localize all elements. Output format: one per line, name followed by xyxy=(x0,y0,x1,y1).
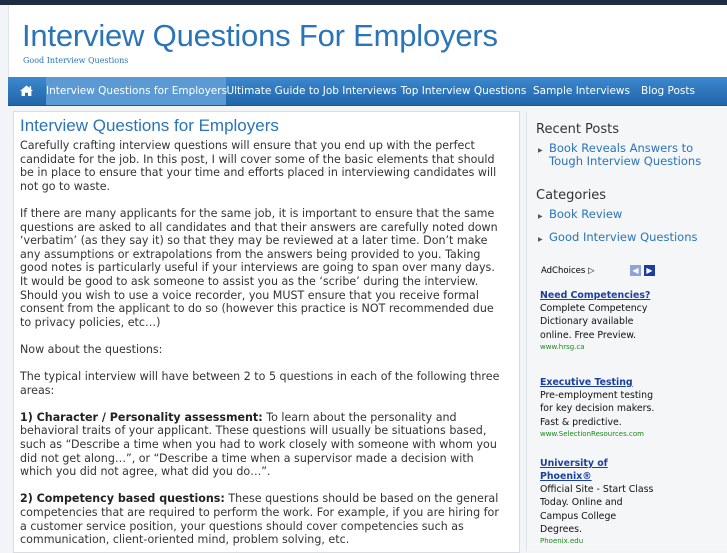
section-text: To learn about the personality and behavioral traits of your applicant. These questions will usually be situations based, such as “Describe a time when you had to work closely with someone with whom you did not get along…”, or “Describe a time when a supervisor made a decision with which you did not agree, what did you do…”. xyxy=(20,410,497,479)
category-link-good-interview-questions[interactable] xyxy=(538,231,724,244)
section-heading: 1) Character / Personality assessment: xyxy=(20,410,263,424)
home-icon-svg xyxy=(8,77,45,105)
ad-prev-icon[interactable]: ◀ xyxy=(630,265,641,276)
paragraph: Now about the questions: xyxy=(20,342,163,356)
sidebar xyxy=(526,111,727,551)
categories-heading: Categories xyxy=(536,188,607,203)
ad-description: Complete Competency Dictionary available online. Free Preview. xyxy=(540,303,648,341)
section-character xyxy=(20,411,504,479)
site-header xyxy=(8,5,727,77)
main-nav xyxy=(8,77,727,106)
ad-url[interactable]: www.hrsg.ca xyxy=(540,342,585,351)
recent-posts-heading: Recent Posts xyxy=(536,122,620,137)
ad-block xyxy=(540,457,660,546)
paragraph: Carefully crafting interview questions will ensure that you end up with the perfect candidate for the job. In this post, I will cover some of the basic elements that should be in place to ensure that your time and efforts placed in interviewing candidates will not go to waste. xyxy=(20,139,497,193)
bullet-icon: ▶ xyxy=(538,213,543,220)
nav-item-top-interview-questions[interactable]: Top Interview Questions xyxy=(400,85,527,97)
category-label[interactable]: Book Review xyxy=(549,207,623,221)
adchoices-label[interactable]: AdChoices ▷ xyxy=(541,266,595,276)
ad-block xyxy=(540,376,660,439)
ad-description: Official Site - Start Class Today. Online and Campus College Degrees. xyxy=(540,484,654,535)
site-description: Good Interview Questions xyxy=(23,56,129,65)
ad-title-link[interactable]: Executive Testing xyxy=(540,377,633,388)
ad-block xyxy=(540,289,660,352)
section-text: These questions should be based on the general competencies that are required to perform the work. For example, if you are hiring for a customer service position, your questions should cover competencies such as communication, client-oriented mind, problem solving, etc. xyxy=(20,492,499,547)
main-content xyxy=(13,111,520,553)
paragraph: The typical interview will have between 2 to 5 questions in each of the following three areas: xyxy=(20,370,500,397)
paragraph: If there are many applicants for the same job, it is important to ensure that the same questions are asked to all candidates and that their answers are carefully noted down ‘verbatim’ (as they say it) so that they may be reviewed at a later time. Don’t make any assumptions or extrapolations from the answers being provided to you. Taking good notes is particularly useful if your interviews are going to span over many days. It would be good to ask someone to assist you as the ‘scribe’ during the interview. Should you wish to use a voice recorder, you MUST ensure that you receive formal consent from the applicant to do so (however this practice is NOT recommended due to privacy policies, etc…) xyxy=(20,206,498,329)
ad-next-icon[interactable]: ▶ xyxy=(644,265,655,276)
bullet-icon: ▶ xyxy=(538,147,543,154)
section-competency xyxy=(20,492,504,546)
nav-item-sample-interviews[interactable]: Sample Interviews xyxy=(532,85,630,97)
bullet-icon: ▶ xyxy=(538,236,543,243)
nav-item-blog-posts[interactable]: Blog Posts xyxy=(641,85,695,97)
recent-post-label[interactable]: Book Reveals Answers to Tough Interview Questions xyxy=(549,141,702,168)
post-body xyxy=(20,139,504,553)
post-title[interactable]: Interview Questions for Employers xyxy=(20,116,279,135)
recent-post-link[interactable] xyxy=(538,142,724,167)
ad-title-link[interactable]: Need Competencies? xyxy=(540,290,651,301)
ad-url[interactable]: Phoenix.edu xyxy=(540,537,584,546)
ad-url[interactable]: www.SelectionResources.com xyxy=(540,429,644,438)
ad-description: Pre-employment testing for key decision makers. Fast & predictive. xyxy=(540,390,655,428)
category-label[interactable]: Good Interview Questions xyxy=(549,230,698,244)
nav-item-ultimate-guide[interactable]: Ultimate Guide to Job Interviews xyxy=(226,85,397,97)
site-title[interactable]: Interview Questions For Employers xyxy=(22,18,498,53)
section-heading: 2) Competency based questions: xyxy=(20,492,225,506)
category-link-book-review[interactable] xyxy=(538,208,724,221)
home-icon[interactable] xyxy=(8,77,45,105)
ad-title-link[interactable]: University of Phoenix® xyxy=(540,458,608,482)
nav-item-interview-questions-for-employers[interactable]: Interview Questions for Employers xyxy=(46,77,226,105)
